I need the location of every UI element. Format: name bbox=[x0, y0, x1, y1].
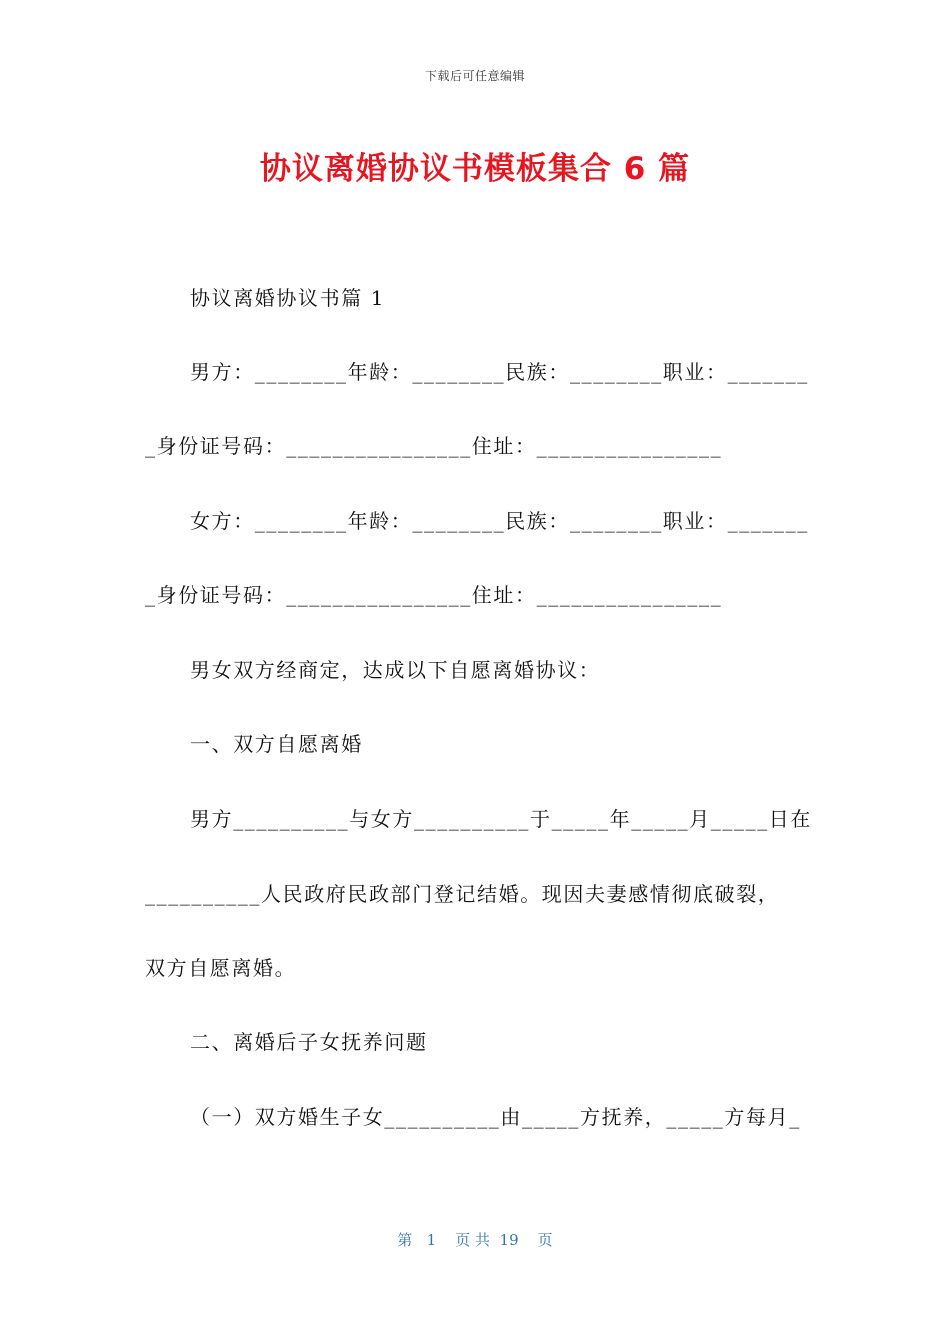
clause-heading: 二、离婚后子女抚养问题 bbox=[190, 1030, 428, 1054]
document-title: 协议离婚协议书模板集合 6 篇 bbox=[259, 151, 691, 187]
body-line: （一）双方婚生子女__________由_____方抚养，_____方每月_ bbox=[190, 1105, 801, 1129]
section-heading: 协议离婚协议书篇 1 bbox=[190, 286, 386, 310]
header-note: 下载后可任意编辑 bbox=[424, 69, 525, 83]
body-line: 男女双方经商定，达成以下自愿离婚协议： bbox=[190, 658, 601, 682]
body-line: 男方：________年龄：________民族：________职业：_______ bbox=[190, 360, 809, 384]
clause-heading: 一、双方自愿离婚 bbox=[190, 732, 363, 756]
body-line: _身份证号码：________________住址：________________ bbox=[145, 434, 723, 458]
page-footer: 第 1 页 共 19 页 bbox=[397, 1231, 553, 1249]
body-line: _身份证号码：________________住址：________________ bbox=[145, 583, 723, 607]
body-line: 双方自愿离婚。 bbox=[145, 956, 297, 980]
body-line: 女方：________年龄：________民族：________职业：_______ bbox=[190, 509, 809, 533]
body-line: __________人民政府民政部门登记结婚。现因夫妻感情彻底破裂， bbox=[145, 882, 780, 906]
body-line: 男方__________与女方__________于_____年_____月_____日在 bbox=[190, 807, 812, 831]
